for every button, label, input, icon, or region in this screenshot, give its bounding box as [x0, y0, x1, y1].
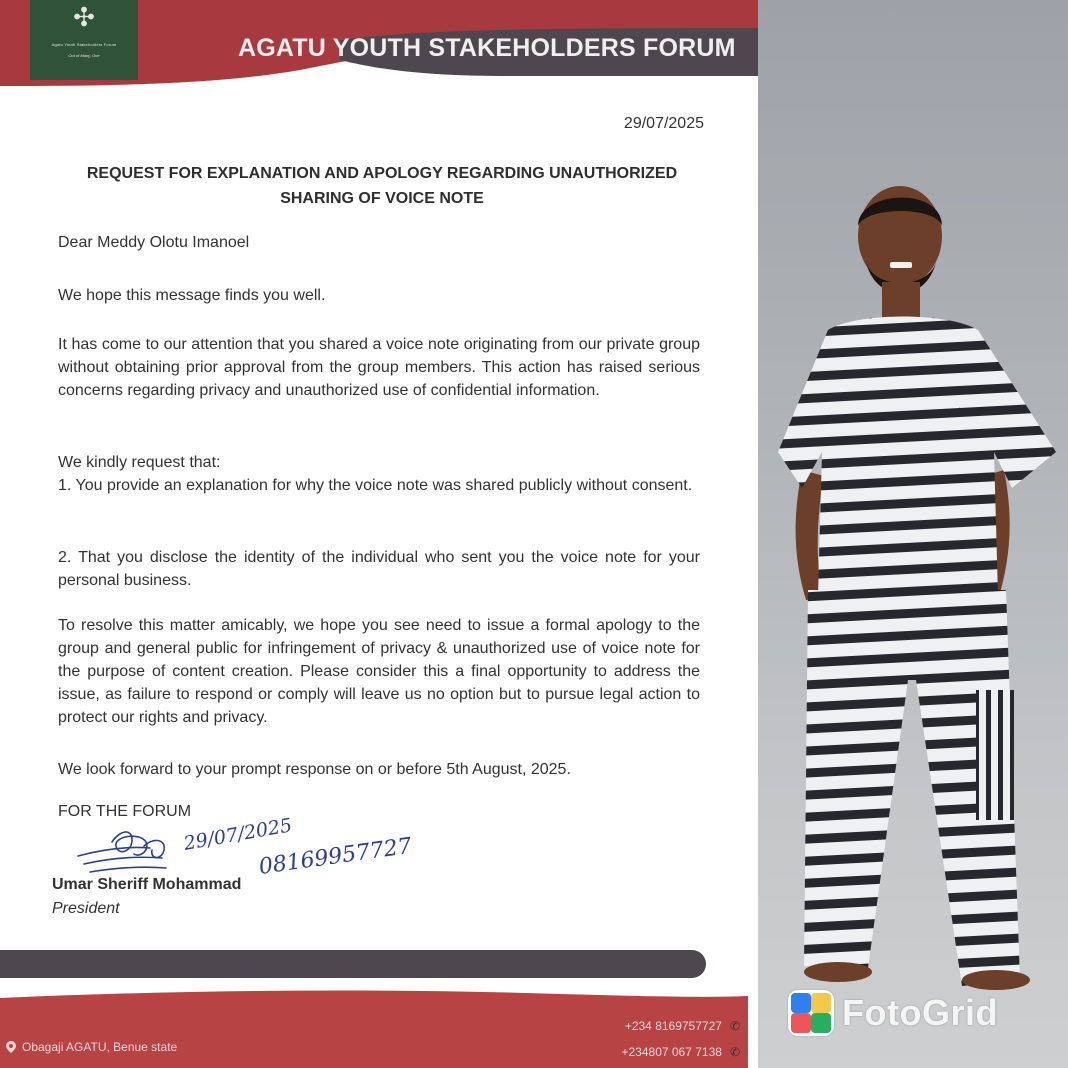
logo-name: Agatu Youth Stakeholders Forum [51, 42, 117, 47]
handwritten-phone: 08169957727 [257, 833, 414, 880]
footer-wave [0, 984, 748, 1014]
paragraph-attention: It has come to our attention that you shared a voice note originating from our private group without obtaining prior approval from the group members. This action has raised serious concerns regarding privacy and unauthorized use of confidential information. [58, 336, 700, 399]
request-point-1: 1. You provide an explanation for why the voice note was shared publicly without consent. [58, 477, 693, 494]
portrait-photo [758, 0, 1068, 1068]
footer-address [6, 1040, 177, 1054]
salutation: Dear Meddy Olotu Imanoel [58, 234, 250, 251]
letter-subject [50, 161, 714, 211]
phone-1-text: +234 8169757727 [624, 1019, 722, 1033]
logo-motto: Out of Many, One [68, 53, 100, 58]
footer-phone-2 [622, 1045, 741, 1059]
watermark-text: FotoGrid [842, 992, 998, 1033]
footer-phone-1 [625, 1019, 740, 1033]
paragraph-greeting: We hope this message finds you well. [58, 287, 326, 304]
phone-2-text: +234807 067 7138 [621, 1045, 722, 1059]
footer-gray-band [0, 950, 706, 978]
signer-title: President [52, 900, 120, 917]
address-text: Obagaji AGATU, Benue state [22, 1040, 178, 1054]
paragraph-resolve: To resolve this matter amicably, we hope you see need to issue a formal apology to the group and general public for infringement of privacy & unauthorized use of voice note for the purpose of content creation. Please consider this a final opportunity to address the issue, as failure to respond or comply will leave us no option but to pursue legal action to protect our rights and privacy. [58, 617, 700, 726]
fotogrid-logo-icon [788, 990, 834, 1036]
organization-title: AGATU YOUTH STAKEHOLDERS FORUM [238, 34, 736, 62]
subject-line-2: SHARING OF VOICE NOTE [280, 190, 484, 207]
signer-name: Umar Sheriff Mohammad [52, 876, 242, 893]
fotogrid-watermark [788, 990, 998, 1036]
forum-logo [30, 0, 138, 80]
phone-icon: ✆ [729, 1019, 740, 1033]
letter-date: 29/07/2025 [623, 115, 704, 132]
striped-outfit-figure [758, 0, 1068, 1068]
forum-emblem-icon: ✣ [73, 2, 95, 32]
request-point-2: 2. That you disclose the identity of the individual who sent you the voice note for your personal business. [58, 549, 700, 589]
location-pin-icon [6, 1041, 16, 1053]
phone-icon: ✆ [729, 1045, 740, 1059]
request-intro: We kindly request that: [58, 454, 221, 471]
handwritten-date: 29/07/2025 [182, 814, 294, 855]
subject-line-1: REQUEST FOR EXPLANATION AND APOLOGY REGARDING UNAUTHORIZED [86, 165, 678, 182]
paragraph-deadline: We look forward to your prompt response on or before 5th August, 2025. [58, 761, 571, 778]
closing: FOR THE FORUM [58, 803, 192, 820]
